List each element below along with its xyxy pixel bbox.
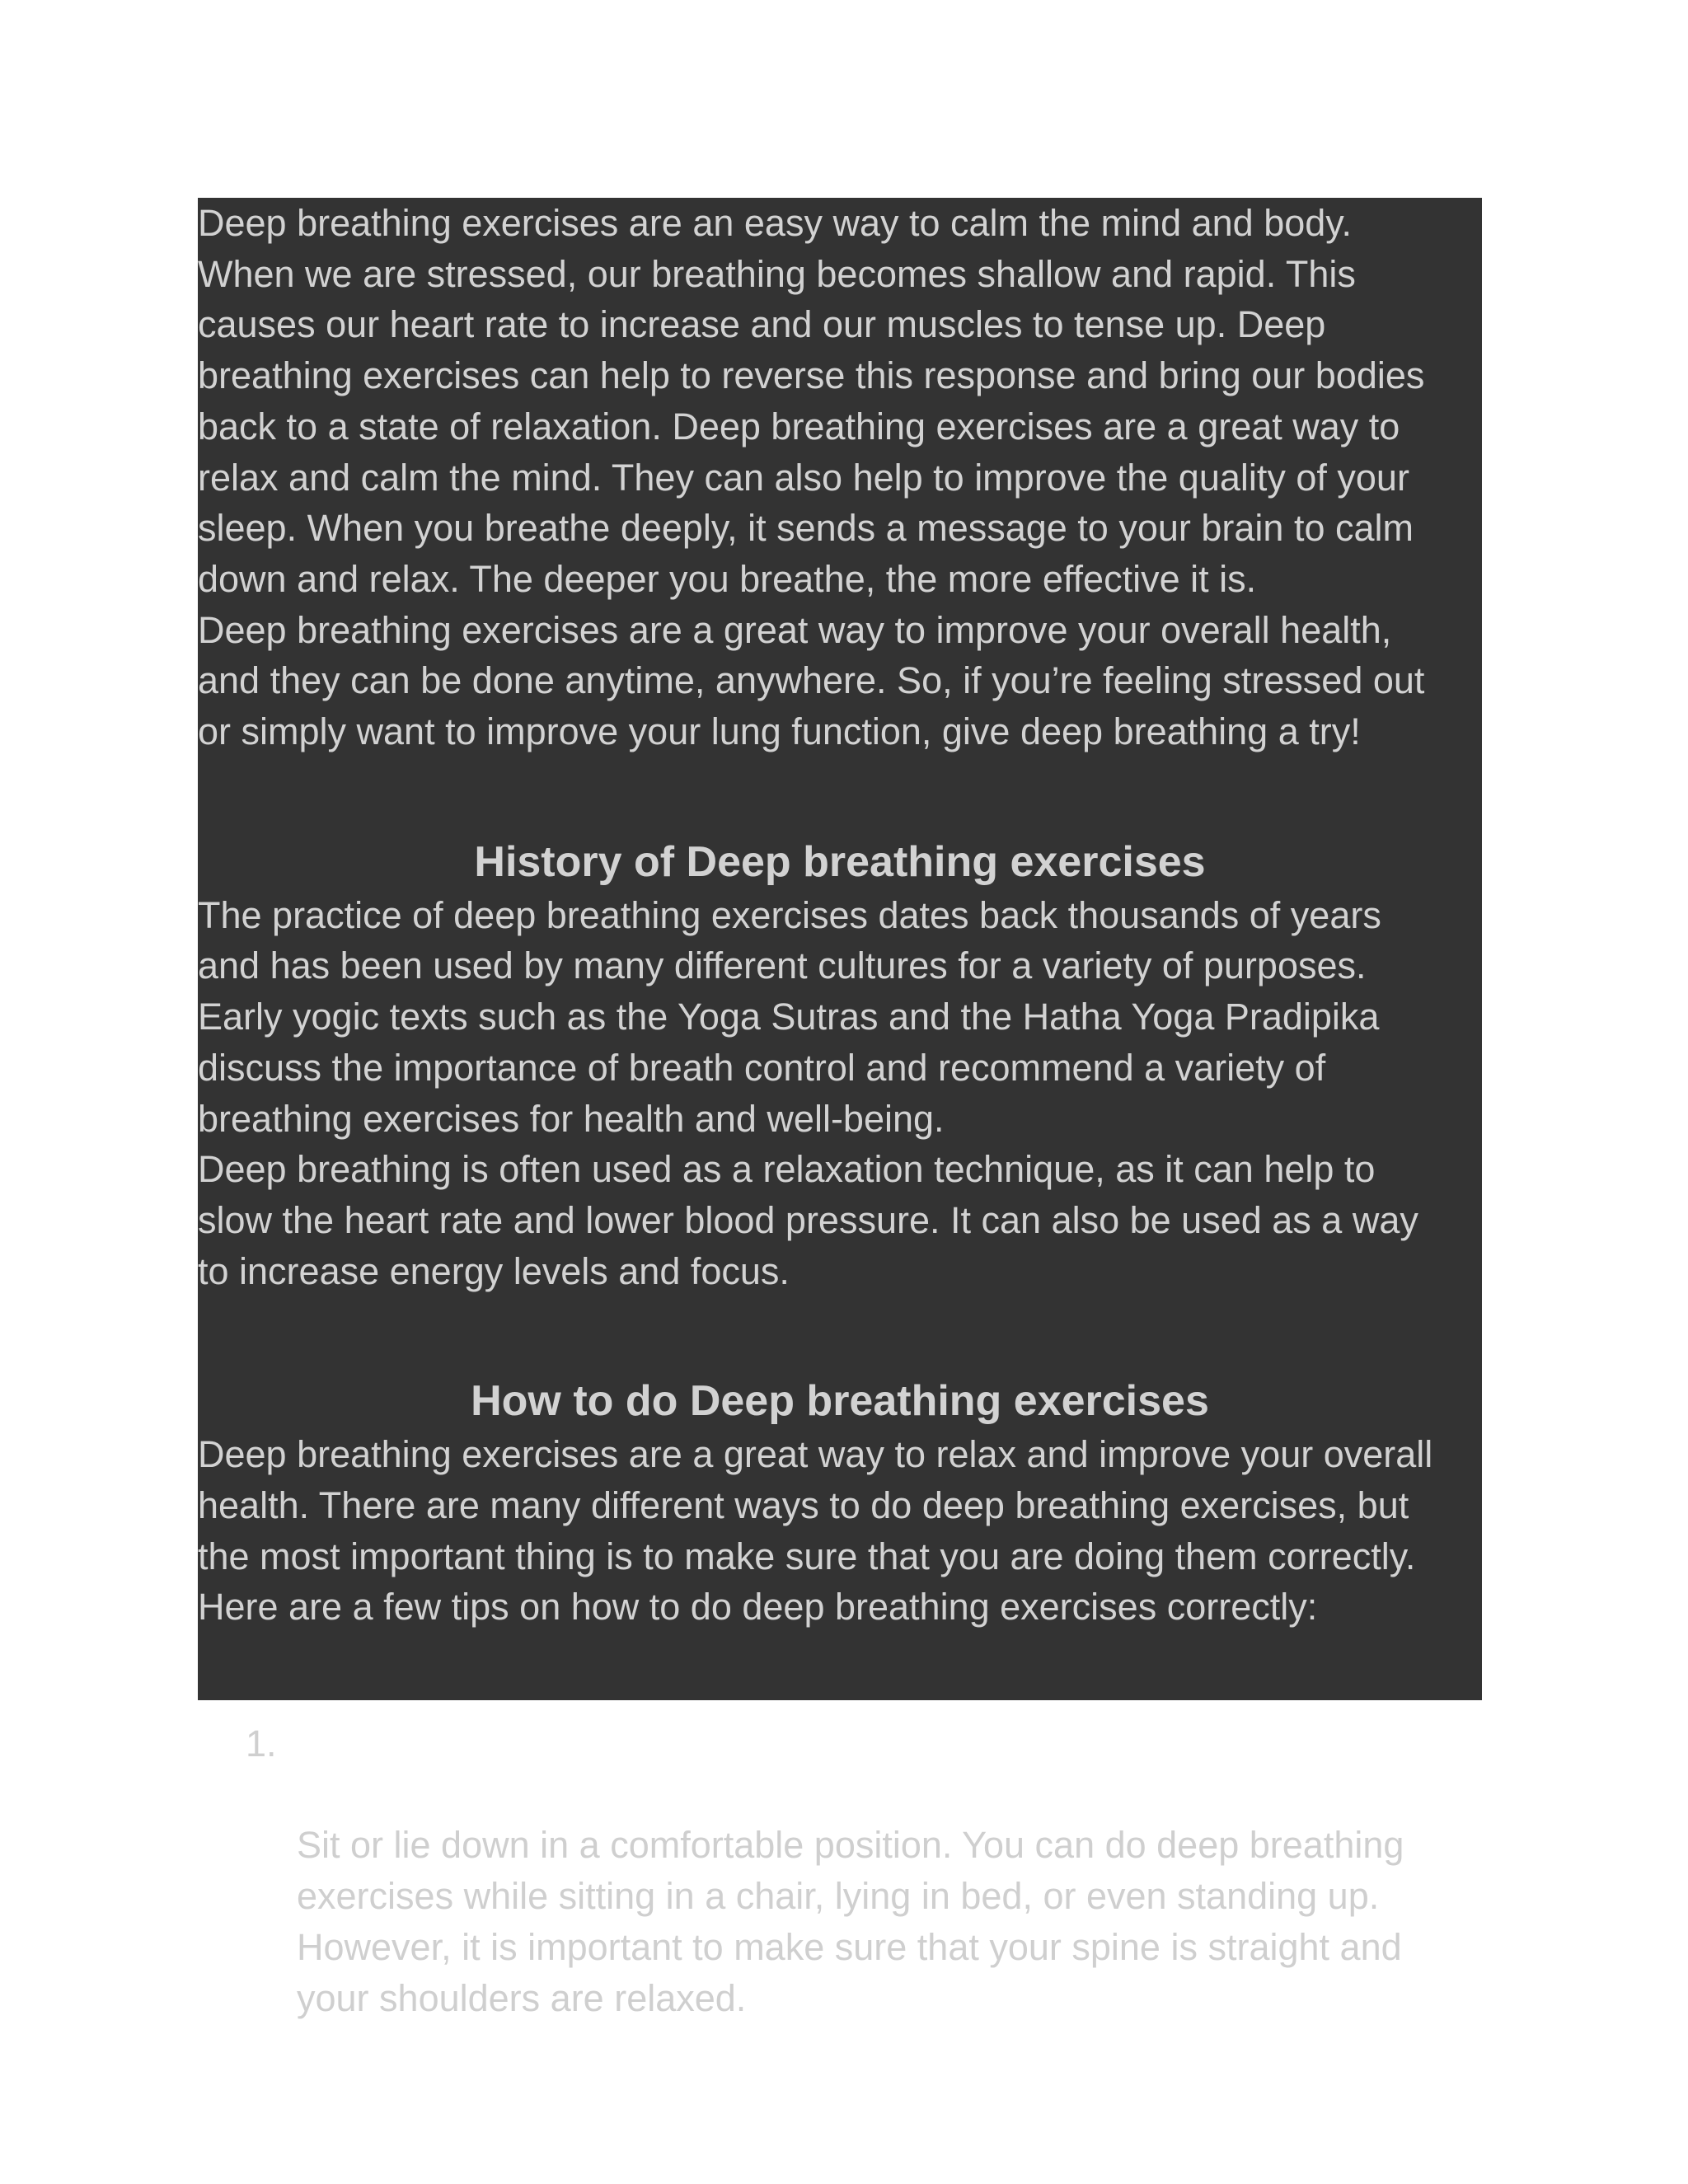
section-spacer [198, 757, 1482, 834]
history-heading: History of Deep breathing exercises [474, 837, 1206, 886]
list-item-text: Sit or lie down in a comfortable position. You can do deep breathing exercises while sitting in a chair, lying in bed, or even standing up. However, it is important to make sure that your spine is straight and your shoulders are relaxed. [297, 1824, 1404, 2019]
section-spacer [198, 1296, 1482, 1373]
intro-paragraph-2: Deep breathing exercises are a great way to improve your overall health, and they can be done anytime, anywhere. So, if you’re feeling stressed out or simply want to improve your lung function, give deep breathing a try! [198, 608, 1425, 753]
list-item-number: 1. [246, 1722, 277, 1765]
how-to-paragraph-1: Deep breathing exercises are a great way to relax and improve your overall health. There are many different ways to do deep breathing exercises, but the most important thing is to make sure that you are doing them correctly. Here are a few tips on how to do deep breathing exercises correctly: [198, 1433, 1433, 1629]
highlighted-text-block [198, 198, 1482, 1700]
steps-list-section [198, 1718, 1482, 2023]
history-paragraph-2: Deep breathing is often used as a relaxation technique, as it can help to slow the heart rate and lower blood pressure. It can also be used as a way to increase energy levels and focus. [198, 1148, 1418, 1292]
intro-paragraph-1: Deep breathing exercises are an easy way to calm the mind and body. When we are stressed, our breathing becomes shallow and rapid. This causes our heart rate to increase and our muscles to tense up. Deep breathing exercises can help to reverse this response and bring our bodies back to a state of relaxation. Deep breathing exercises are a great way to relax and calm the mind. They can also help to improve the quality of your sleep. When you breathe deeply, it sends a message to your brain to calm down and relax. The deeper you breathe, the more effective it is. [198, 202, 1425, 600]
how-to-heading: How to do Deep breathing exercises [471, 1377, 1209, 1426]
list-item [198, 1718, 1482, 2023]
steps-list [198, 1718, 1482, 2023]
history-paragraph-1: The practice of deep breathing exercises dates back thousands of years and has been used by many different cultures for a variety of purposes. Early yogic texts such as the Yoga Sutras and the Hatha Yoga Pradipika discuss the importance of breath control and recommend a variety of breathing exercises for health and well-being. [198, 893, 1381, 1140]
